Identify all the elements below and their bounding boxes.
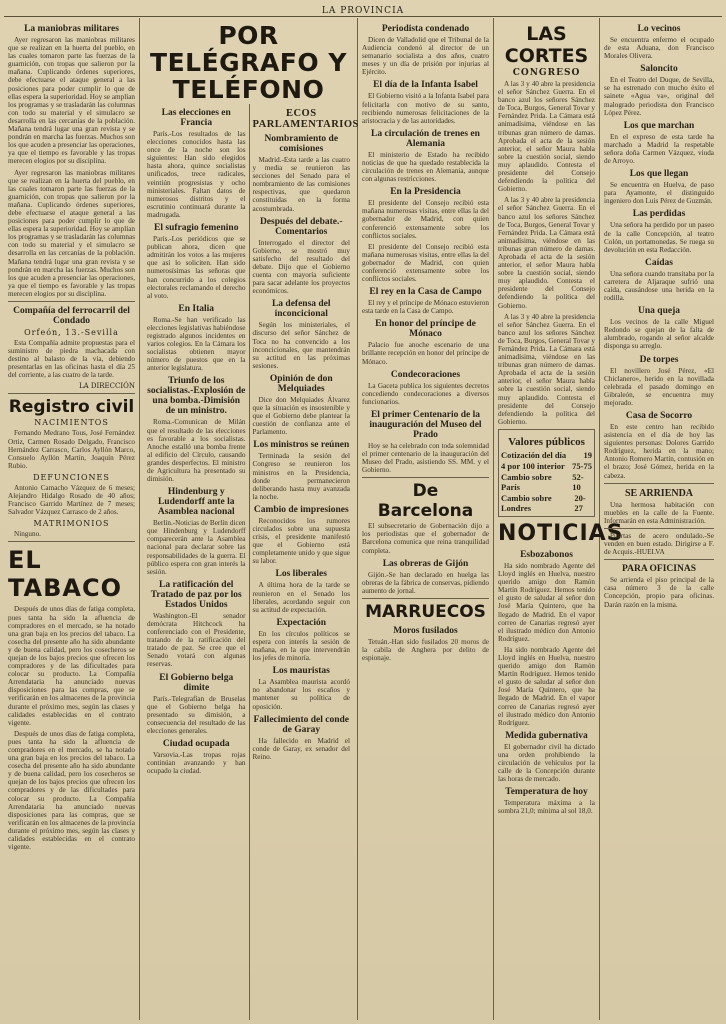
article-sufragio: París.-Los periódicos que se publican ahora, dicen que admitirán los votos a las mujeres que así lo soliciten. Han sido numerosísimas las señoras que han concurrido a los colegios electorales reclamando el derecho al voto.: [147, 235, 246, 300]
headline-gobierno: El Gobierno belga dimite: [159, 672, 234, 693]
headline-noticias: NOTICIAS: [498, 520, 624, 546]
article-congreso: A las 3 y 40 abre la presidencia el señor Sánchez Guerra. En el banco azul los señores Sánchez de Toca, Burgos, General Tovar y Fernández Prida. La Cámara está animadísima, viéndose en las tribunas gran número de damas. Aprobada el acta de la sesión anterior, el señor Maura habla sobre la cuestión social, siendo muy aplaudido. Contesta el presidente del Consejo defendiendo la política del Gobierno.: [498, 80, 595, 194]
article-gobierno: París.-Telegrafían de Bruselas que el Gobierno belga ha presentado su dimisión, a consecuencia del resultado de las elecciones generales.: [147, 694, 246, 735]
headline-rey: El rey en la Casa de Campo: [369, 287, 482, 298]
divider: [8, 541, 135, 542]
headline-temperatura: Temperatura de hoy: [505, 787, 588, 798]
headline-marruecos: MARRUECOS: [365, 601, 486, 622]
headline-italia: En Italia: [178, 303, 215, 314]
divider: [604, 483, 714, 484]
article-medida: El gobernador civil ha dictado una orden prohibiendo la circulación de vehículos por la calle de la Concepción durante las horas de mercado.: [498, 742, 595, 784]
valores-row: [501, 461, 592, 471]
article-compania: Esta Compañía admite propuestas para el suministro de piedra machacada con destino al balasto de la vía, debiendo presentarlas en las oficinas hasta el día 25 del corriente, a las cuatro de la tarde.: [8, 339, 135, 380]
article-caidas: Una señora cuando transitaba por la carretera de Aljaraque sufrió una caída, causándose una herida en la rodilla.: [604, 269, 714, 303]
valores-row: [501, 472, 592, 492]
article-debate: Interrogado el director del Gobierno, se mostró muy satisfecho del resultado del debate. Dijo que el Gobierno cuenta con mayoría suficiente para sacar adelante los proyectos económicos.: [252, 238, 350, 296]
headline-circulacion: La circulación de trenes en Alemania: [371, 128, 480, 149]
article-tabaco-cont: Después de unos días de fatiga completa, pues tanta ha sido la afluencia de compradores en el mercado, se ha notado una gran baja en los precios del tabaco. La cosecha del presente año ha sido abundante y de buena calidad, pero los cosecheros se quejan de los bajos precios que ofrecen los compradores y de las dificultades para colocar su producto. La Compañía Arrendataria ha anunciado nuevas disposiciones para las compras, que se verificarán en los almacenes de la provincia durante el próximo mes, según las clases y calidades establecidas en el contrato vigente.: [8, 729, 135, 852]
article-ciudad: Varsovia.-Las tropas rojas continúan avanzando y han ocupado la ciudad.: [147, 750, 246, 776]
headline-ministros: Los ministros se reúnen: [253, 440, 350, 451]
headline-ciudad: Ciudad ocupada: [162, 738, 230, 749]
article-nacimientos: Fernando Medrano Tous, José Fernández Ortiz, Carmen Rosado Delgado, Francisco Hernández Carrasco, Carlos Ayllón Marco, Consuelo Ayllón Martín, Joaquín Pérez Rubio.: [8, 429, 135, 470]
headline-torpes: De torpes: [639, 354, 679, 365]
valores-box: [498, 429, 595, 517]
registro-matrimonios: MATRIMONIOS: [33, 519, 110, 529]
headline-oficinas: PARA OFICINAS: [622, 564, 696, 575]
article-temperatura: Temperatura máxima a la sombra 21,0; mínima al sol 18,0.: [498, 799, 595, 816]
article-tabaco: Después de unos días de fatiga completa, pues tanta ha sido la afluencia de compradores en el mercado, se ha notado una gran baja en los precios del tabaco. La cosecha del presente año ha sido abundante y de buena calidad, pero los cosecheros se quejan de los bajos precios que ofrecen los compradores y de las dificultades para colocar su producto. La Compañía Arrendataria ha anunciado nuevas disposiciones para las compras, que se verificarán en los almacenes de la provincia durante el próximo mes, según las clases y calidades establecidas en el contrato vigente.: [8, 605, 135, 727]
article-socorro: En este centro han recibido asistencia en el día de hoy las siguientes personas: Dolores Garrido Rodríguez, herida en la mano; Antonio Romero Martín, contusión en el brazo; José Gómez, herida en la cabeza.: [604, 423, 714, 480]
article-opinion: Dice don Melquiades Álvarez que la situación es insostenible y que el Gobierno debe plantear la cuestión de confianza ante el Parlamento.: [252, 395, 350, 437]
valores-value: 20-27: [574, 492, 586, 513]
article-gijon: Gijón.-Se han declarado en huelga las obreras de la fábrica de conservas, pidiendo aumento de jornal.: [362, 570, 489, 595]
column-2a: [144, 104, 249, 1020]
headline-valores: Valores públicos: [508, 435, 585, 448]
valores-value: 52-10: [572, 471, 584, 492]
valores-label: Cambio sobre Londres: [501, 492, 552, 513]
article-queja: Los vecinos de la calle Miguel Redondo se quejan de la falta de alumbrado, rogando al señor alcalde disponga su arreglo.: [604, 318, 714, 351]
article-periodista: Dicen de Valladolid que el Tribunal de la Audiencia condenó al director de un semanario socialista a dos años, cuatro meses y un día de prisión por injurias al Ejército.: [362, 36, 489, 77]
registro-defunciones: DEFUNCIONES: [33, 472, 110, 482]
headline-expectacion: Expectación: [276, 617, 327, 628]
valores-value: 19: [583, 449, 592, 460]
article-prado: Hoy se ha celebrado con toda solemnidad el primer centenario de la inauguración del Museo del Prado, asistiendo SS. MM. y el Gobierno.: [362, 441, 489, 475]
valores-label: 4 por 100 interior: [501, 460, 565, 471]
article-ministros: Terminada la sesión del Congreso se reunieron los ministros en la Presidencia, donde permanecieron deliberando hasta muy avanzada la noche.: [252, 452, 350, 501]
compania-signature: LA DIRECCIÓN: [78, 382, 135, 391]
article-vecinos: Se encuentra enfermo el ocupado de esta Aduana, don Francisco Morales Olivera.: [604, 36, 714, 61]
headline-medida: Medida gubernativa: [505, 730, 588, 741]
headline-fallecimiento: Fallecimiento del conde de Garay: [253, 714, 349, 735]
article-tratado: Washington.-El senador demócrata Hitchcock ha conferenciado con el Presidente, tratando de la ratificación del tratado de paz. Se cree que el Senado votará con algunas reservas.: [147, 611, 246, 669]
article-cambio: Reconocidos los rumores circulados sobre una supuesta crisis, el presidente manifestó que el Gobierno está completamente unido y que sigue su labor.: [252, 516, 350, 566]
headline-queja: Una queja: [638, 306, 680, 317]
divider: [362, 598, 489, 599]
article-defunciones: Antonio Camacho Vázquez de 6 meses; Alejandro Hidalgo Rosado de 40 años; Francisco Garrido Martínez de 7 meses; Salvador Vázquez Carrasco de 2 años.: [8, 483, 135, 517]
article-circulacion: El ministerio de Estado ha recibido noticias de que ha quedado restablecida la circulación de trenes en Alemania, aunque con algunas restricciones.: [362, 150, 489, 184]
headline-marchan: Los que marchan: [623, 120, 695, 131]
article-presidencia: El presidente del Consejo recibió esta mañana numerosas visitas, entre ellas la del gobernador de Madrid, con quien conferenció extensamente sobre los conflictos sociales.: [362, 199, 489, 240]
headline-infanta: El día de la Infanta Isabel: [373, 80, 478, 91]
masthead-title: LA PROVINCIA: [321, 6, 405, 16]
column-1: [4, 18, 140, 1020]
headline-presidencia: En la Presidencia: [390, 187, 461, 198]
headline-debate: Después del debate.-Comentarios: [259, 216, 343, 237]
headline-periodista: Periodista condenado: [381, 24, 470, 34]
article-llegan: Se encuentra en Huelva, de paso para Ayamonte, el distinguido ingeniero don Luis Pérez de Guzmán.: [604, 181, 714, 206]
headline-registro: Registro civil: [8, 397, 135, 418]
article-oficinas: Se arrienda el piso principal de la casa número 3 de la calle Concepción, propio para oficinas. Darán razón en la misma.: [604, 576, 714, 609]
article-triunfo: Roma.-Comunican de Milán que el resultado de las elecciones es favorable a los socialistas. Anoche estalló una bomba frente al edificio del Círculo, causando grandes desperfectos. El ministro de Agricultura ha presentado su dimisión.: [147, 418, 246, 484]
divider: [604, 528, 714, 529]
headline-triunfo: Triunfo de los socialistas.-Explosión de una bomba.-Dimisión de un ministro.: [147, 376, 246, 417]
article-infanta: El Gobierno visitó a la Infanta Isabel para felicitarla con motivo de su santo, recibiendo numerosas felicitaciones de la aristocracia y de las autoridades.: [362, 92, 489, 125]
article-liberales: A última hora de la tarde se reunieron en el Senado los liberales, acordando seguir con su actitud de expectación.: [252, 581, 350, 614]
divider: [8, 301, 135, 302]
column-2-subcolumns: [144, 104, 359, 1020]
article-monaco: Palacio fue anoche escenario de una brillante recepción en honor del príncipe de Mónaco.: [362, 341, 489, 366]
valores-label: Cambio sobre París: [501, 471, 552, 492]
headline-llegan: Los que llegan: [629, 169, 689, 180]
valores-row: [501, 450, 592, 460]
article-perdidas: Una señora ha perdido por un paseo de la calle Concepción, al teatro Colón, un portamonedas. Se ruega su devolución en esta Redacción.: [604, 221, 714, 254]
headline-hindenburg: Hindenburg y Ludendorff ante la Asamblea nacional: [157, 487, 235, 518]
article-rey: El rey y el príncipe de Mónaco estuvieron esta tarde en la Casa de Campo.: [362, 299, 489, 316]
headline-telegrafo: POR TELÉGRAFO Y TELÉFONO: [150, 21, 347, 104]
column-5: [600, 18, 718, 1020]
article-maniobras: Ayer regresaron las maniobras militares que se realizan en la huerta del pueblo, en las cuales tomaron parte las fuerzas de la guarnición, con tropas que salieron por la mañana. Cuplicando órdenes superiores, debe efectuarse el ataque general a las posiciones para poder cumplir lo que de ellas espera la superioridad. Hoy se amplían los programas y se trasladarán las columnas con todo su material y el simulacro se desarrolla en las cercanías de la población. Mañana tendrá lugar una gran revista y se pondrán en marcha las fuerzas. Muchos son los que acuden a presenciar las operaciones, ya que el tiempo es favorable y las tropas merecen elogios por su disciplina.: [8, 36, 135, 166]
article-matrimonios: Ninguno.: [14, 530, 41, 539]
headline-sufragio: El sufragio femenino: [154, 223, 239, 234]
headline-cambio: Cambio de impresiones: [253, 504, 349, 515]
article-expectacion: En los círculos políticos se espera con interés la sesión de mañana, en la que intervendrán los jefes de minoría.: [252, 629, 350, 663]
headline-perdidas: Las perdidas: [632, 209, 686, 220]
headline-gijon: Las obreras de Gijón: [382, 558, 469, 569]
article-se-arrienda: Una hermosa habitación con muebles en la calle de la Fuente. Informarán en esta Administración.: [604, 500, 714, 525]
headline-liberales: Los liberales: [275, 569, 327, 580]
article-congreso-cont2: A las 3 y 40 abre la presidencia el señor Sánchez Guerra. En el banco azul los señores Sánchez de Toca, Burgos, General Tovar y Fernández Prida. La Cámara está animadísima, viéndose en las tribunas gran número de damas. Aprobada el acta de la sesión anterior, el señor Maura habla sobre la cuestión social, siendo muy aplaudido. Contesta el presidente del Consejo defendiendo la política del Gobierno.: [498, 312, 595, 426]
article-hindenburg: Berlín.-Noticias de Berlín dicen que Hindenburg y Ludendorff comparecerán ante la Asamblea nacional para declarar sobre las responsabilidades de la guerra. El público espera con gran interés la sesión.: [147, 519, 246, 576]
article-congreso-cont: A las 3 y 40 abre la presidencia el señor Sánchez Guerra. En el banco azul los señores Sánchez de Toca, Burgos, General Tovar y Fernández Prida. La Cámara está animadísima, viéndose en las tribunas gran número de damas. Aprobada el acta de la sesión anterior, el señor Maura habla sobre la cuestión social, siendo muy aplaudido. Contesta el presidente del Consejo defendiendo la política del Gobierno.: [498, 196, 595, 310]
headline-tabaco: EL TABACO: [8, 546, 122, 603]
column-2-header: [144, 20, 353, 104]
advert-puertas: Puertas de acero ondulado.-Se venden en buen estado. Dirigirse a F. de Acquis.-HUELVA: [604, 531, 714, 557]
headline-se-arrienda: SE ARRIENDA: [624, 487, 694, 499]
article-noticias: Ha sido nombrado Agente del Lloyd inglés en Huelva, nuestro querido amigo don Ramón Martín Rodríguez. Hemos tenido el gusto de saludar al señor don José María Quintero, que ha llegado de Madrid. En el vapor correo de Canarias regresó ayer el ilustrado médico don Antonio Rodríguez.: [498, 561, 595, 643]
headline-elecciones: Las elecciones en Francia: [161, 108, 231, 128]
divider: [362, 477, 489, 478]
column-4: [494, 18, 624, 1020]
divider: [8, 393, 135, 394]
headline-opinion: Opinión de don Melquiades: [269, 373, 333, 394]
registro-nacimientos: NACIMIENTOS: [34, 418, 109, 428]
headline-socorro: Casa de Socorro: [625, 411, 693, 421]
article-saloncito: En el Teatro del Duque, de Sevilla, se ha estrenado con mucho éxito el sainete «Agua va», original del malogrado periodista don Francisco López Pérez.: [604, 76, 714, 117]
article-mauristas: La Asamblea maurista acordó no abandonar los escaños y mantener su política de oposición.: [252, 678, 350, 711]
article-elecciones: París.-Los resultados de las elecciones conocidos hasta las once de la noche son los siguientes: Han sido elegidos hasta ahora, quince socialistas unificados, trece radicales, veintiún progresistas y ocho ministeriales. Faltan datos de numerosos distritos y el escrutinio continuará durante la madrugada.: [147, 130, 246, 219]
valores-row: [501, 493, 592, 513]
article-marchan: En el expreso de esta tarde ha marchado a Madrid la respetable señora doña Carmen Vázquez, viuda de Arroyo.: [604, 132, 714, 166]
valores-label: Cotización del día: [501, 449, 567, 460]
headline-comisiones: Nombramiento de comisiones: [264, 134, 339, 154]
masthead: [4, 0, 722, 17]
article-defensa: Según los ministeriales, el discurso del señor Sánchez de Toca no ha convencido a los inconcicionales, que mantendrán su actitud en las próximas sesiones.: [252, 321, 350, 370]
headline-compania: Compañía del ferrocarril del Condado: [13, 306, 130, 326]
article-moros: Tetuán.-Han sido fusilados 20 moros de la cabila de Anghera por delito de espionaje.: [362, 637, 489, 663]
headline-congreso: CONGRESO: [512, 68, 581, 78]
headline-esbozados: Esbozabonos: [520, 549, 573, 560]
compania-subtitle: Orfeón, 13.-Sevilla: [24, 328, 119, 337]
article-torpes: El novillero José Pérez, «El Chiclanero», herido en la novillada celebrada el pasado domingo en Gibraleón, se encuentra muy mejorado.: [604, 366, 714, 407]
article-comisiones: Madrid.-Esta tarde a las cuatro y media se reunieron las secciones del Senado para el nombramiento de las comisiones respectivas, que quedaron constituidas en la forma acostumbrada.: [252, 156, 350, 213]
headline-maniobras: La maniobras militares: [24, 24, 119, 34]
headline-vecinos: Lo vecinos: [637, 24, 681, 34]
article-barcelona: El subsecretario de Gobernación dijo a los periodistas que el gobernador de Barcelona comunica que reina tranquilidad completa.: [362, 522, 489, 555]
article-maniobras-cont: Ayer regresaron las maniobras militares que se realizan en la huerta del pueblo, en las cuales tomaron parte las fuerzas de la guarnición, con tropas que salieron por la mañana. Cuplicando órdenes superiores, debe efectuarse el ataque general a las posiciones para poder cumplir lo que de ellas espera la superioridad. Hoy se amplían los programas y se trasladarán las columnas con todo su material y el simulacro se desarrolla en las cercanías de la población. Mañana tendrá lugar una gran revista y se pondrán en marcha las fuerzas. Muchos son los que acuden a presenciar las operaciones, ya que el tiempo es favorable y las tropas merecen elogios por su disciplina.: [8, 168, 135, 298]
divider: [604, 559, 714, 560]
article-presidencia-cont: El presidente del Consejo recibió esta mañana numerosas visitas, entre ellas la del gobernador de Madrid, con quien conferenció extensamente sobre los conflictos sociales.: [362, 242, 489, 284]
column-2: [140, 18, 358, 1020]
headline-tratado: La ratificación del Tratado de paz por los Estados Unidos: [150, 579, 242, 610]
headline-monaco: En honor del príncipe de Mónaco: [375, 319, 476, 340]
headline-defensa: La defensa del inconcicional: [271, 299, 331, 320]
article-italia: Roma.-Se han verificado las elecciones legislativas habiéndose registrado algunos incidentes en varios colegios. En la Cámara los socialistas obtienen mayor número de puestos que en la anterior legislatura.: [147, 315, 246, 373]
columns: [4, 18, 722, 1020]
article-noticias-cont: Ha sido nombrado Agente del Lloyd inglés en Huelva, nuestro querido amigo don Ramón Martín Rodríguez. Hemos tenido el gusto de saludar al señor don José María Quintero, que ha llegado de Madrid. En el vapor correo de Canarias regresó ayer el ilustrado médico don Antonio Rodríguez.: [498, 645, 595, 727]
headline-moros: Moros fusilados: [393, 625, 458, 636]
column-2b: [249, 104, 359, 1020]
article-fallecimiento: Ha fallecido en Madrid el conde de Garay, ex senador del Reino.: [252, 736, 350, 761]
article-condecoraciones: La Gaceta publica los siguientes decretos concediendo condecoraciones a diversos funcionarios.: [362, 381, 489, 406]
headline-mauristas: Los mauristas: [272, 666, 330, 677]
headline-caidas: Caídas: [645, 257, 673, 268]
headline-barcelona: De Barcelona: [377, 481, 474, 522]
valores-value: 75-75: [572, 460, 592, 471]
headline-ecos: ECOS PARLAMENTARIOS: [252, 108, 359, 130]
column-3: [358, 18, 494, 1020]
headline-prado: El primer Centenario de la inauguración del Museo del Prado: [369, 409, 482, 440]
headline-saloncito: Saloncito: [640, 64, 678, 75]
headline-cortes: LAS CORTES: [504, 23, 589, 67]
headline-condecoraciones: Condecoraciones: [390, 369, 461, 380]
